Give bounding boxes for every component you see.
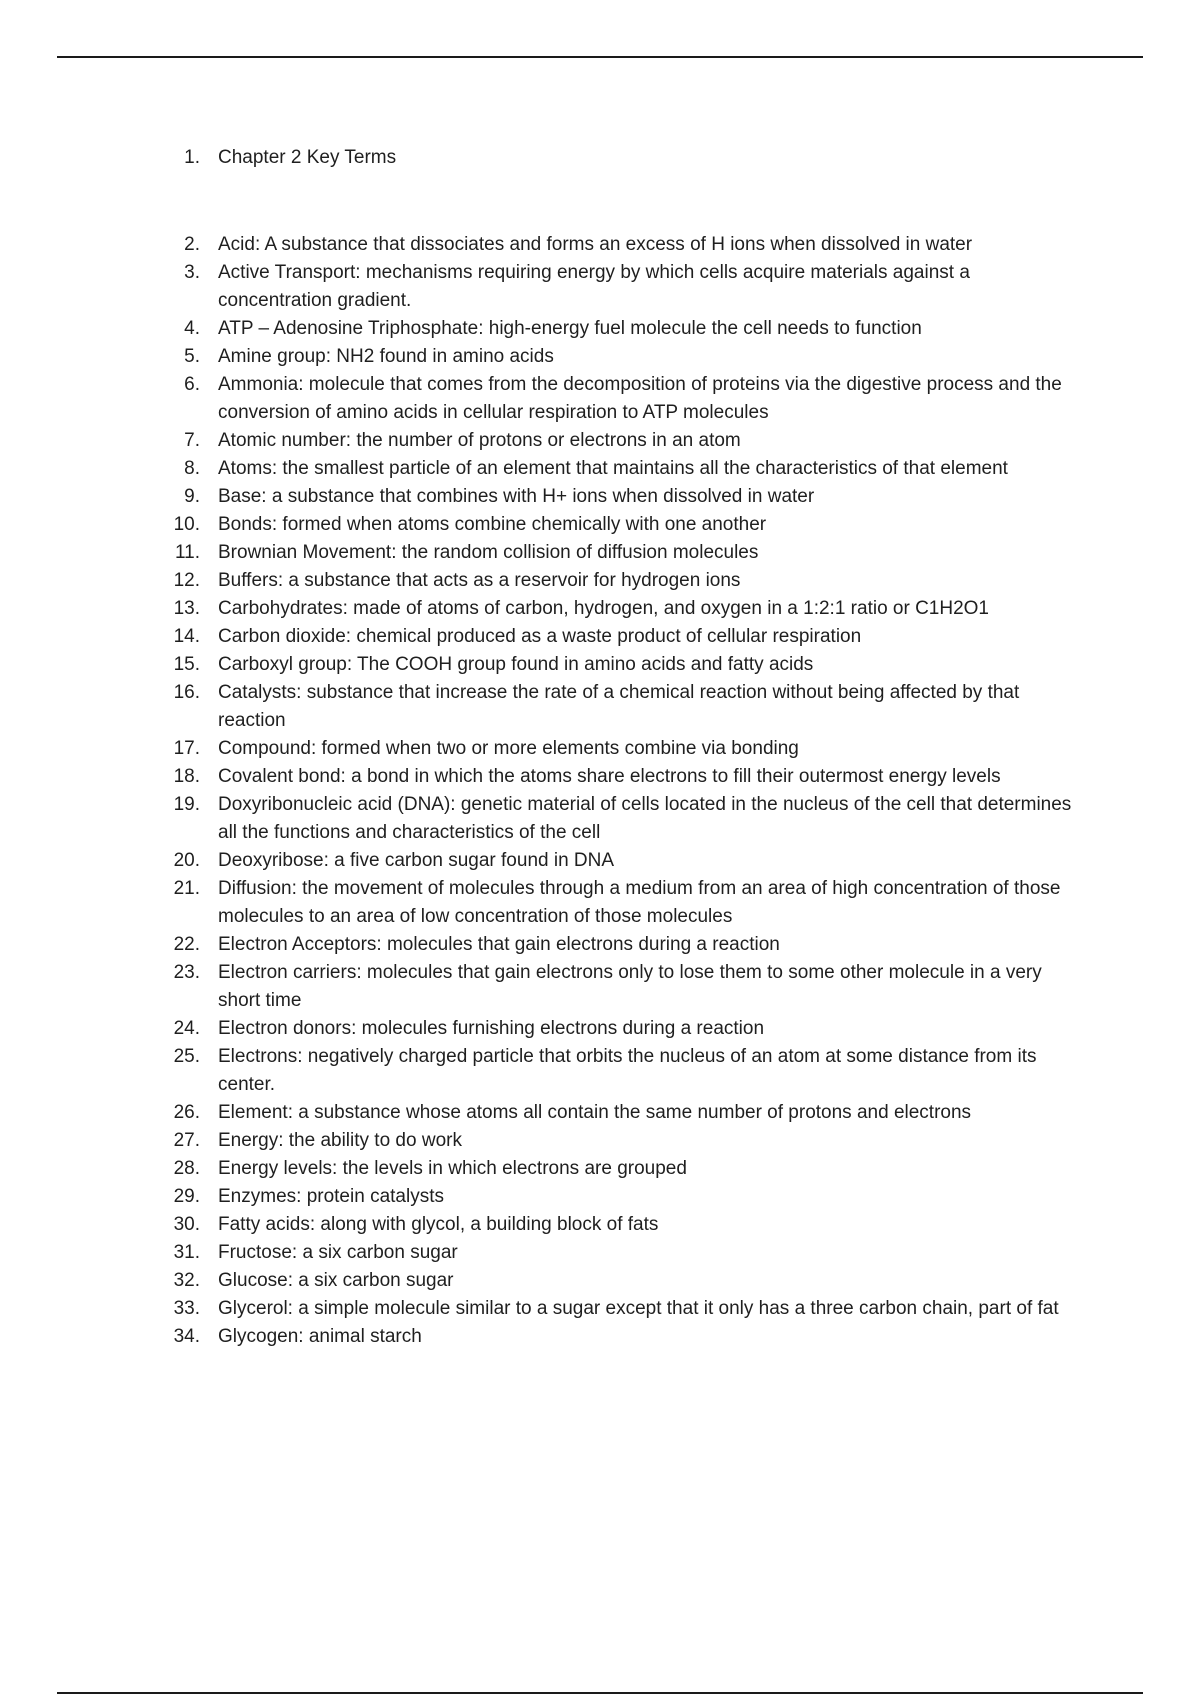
list-number: 10. xyxy=(173,514,200,535)
term-definition: Energy: the ability to do work xyxy=(218,1130,462,1151)
list-item xyxy=(0,567,1088,595)
list-number: 24. xyxy=(173,1018,200,1039)
list-number: 3. xyxy=(184,262,200,283)
term-definition: Ammonia: molecule that comes from the decomposition of proteins via the digestive process and the conversion of amino acids in cellular respiration to ATP molecules xyxy=(218,374,1062,423)
list-item xyxy=(0,315,1088,343)
list-number: 28. xyxy=(173,1158,200,1179)
term-definition: Enzymes: protein catalysts xyxy=(218,1186,444,1207)
list-number: 5. xyxy=(184,346,200,367)
list-number: 13. xyxy=(173,598,200,619)
list-item xyxy=(0,371,1088,427)
term-definition: Carboxyl group: The COOH group found in amino acids and fatty acids xyxy=(218,654,814,675)
term-definition: Glycerol: a simple molecule similar to a sugar except that it only has a three carbon chain, part of fat xyxy=(218,1298,1059,1319)
list-item xyxy=(0,343,1088,371)
term-definition: Active Transport: mechanisms requiring energy by which cells acquire materials against a concentration gradient. xyxy=(218,262,970,311)
list-item xyxy=(0,1183,1088,1211)
term-definition: Amine group: NH2 found in amino acids xyxy=(218,346,554,367)
list-item xyxy=(0,1099,1088,1127)
chapter-title: Chapter 2 Key Terms xyxy=(218,147,397,168)
list-number: 16. xyxy=(173,682,200,703)
list-number: 31. xyxy=(173,1242,200,1263)
term-definition: Fatty acids: along with glycol, a building block of fats xyxy=(218,1214,659,1235)
term-definition: Electron Acceptors: molecules that gain electrons during a reaction xyxy=(218,934,780,955)
term-definition: Doxyribonucleic acid (DNA): genetic material of cells located in the nucleus of the cell that determines all the functions and characteristics of the cell xyxy=(218,794,1072,843)
term-definition: Brownian Movement: the random collision of diffusion molecules xyxy=(218,542,759,563)
list-number: 32. xyxy=(173,1270,200,1291)
list-item xyxy=(0,231,1088,259)
list-item xyxy=(0,791,1088,847)
list-number: 19. xyxy=(173,794,200,815)
term-definition: Base: a substance that combines with H+ ions when dissolved in water xyxy=(218,486,815,507)
list-number: 26. xyxy=(173,1102,200,1123)
term-definition: Glycogen: animal starch xyxy=(218,1326,422,1347)
term-definition: Acid: A substance that dissociates and forms an excess of H ions when dissolved in water xyxy=(218,234,973,255)
list-number: 21. xyxy=(173,878,200,899)
list-item xyxy=(0,623,1088,651)
list-number: 7. xyxy=(184,430,200,451)
list-item xyxy=(0,1127,1088,1155)
list-number: 18. xyxy=(173,766,200,787)
list-item xyxy=(0,1155,1088,1183)
list-number: 33. xyxy=(173,1298,200,1319)
term-definition: Energy levels: the levels in which electrons are grouped xyxy=(218,1158,687,1179)
list-heading xyxy=(0,144,1088,172)
list-item xyxy=(0,455,1088,483)
list-number: 6. xyxy=(184,374,200,395)
list-number: 15. xyxy=(173,654,200,675)
list-item xyxy=(0,1239,1088,1267)
term-definition: Electron carriers: molecules that gain electrons only to lose them to some other molecule in a very short time xyxy=(218,962,1042,1011)
footer-rule xyxy=(57,1692,1143,1694)
term-definition: Glucose: a six carbon sugar xyxy=(218,1270,454,1291)
list-item xyxy=(0,735,1088,763)
list-item xyxy=(0,427,1088,455)
list-number: 12. xyxy=(173,570,200,591)
list-number: 1. xyxy=(184,147,200,168)
list-number: 27. xyxy=(173,1130,200,1151)
list-number: 25. xyxy=(173,1046,200,1067)
list-item xyxy=(0,959,1088,1015)
list-number: 23. xyxy=(173,962,200,983)
list-number: 29. xyxy=(173,1186,200,1207)
list-number: 8. xyxy=(184,458,200,479)
list-item xyxy=(0,847,1088,875)
list-item xyxy=(0,763,1088,791)
list-item xyxy=(0,1267,1088,1295)
list-number: 2. xyxy=(184,234,200,255)
list-item xyxy=(0,595,1088,623)
list-item xyxy=(0,651,1088,679)
list-item xyxy=(0,875,1088,931)
header-rule xyxy=(57,56,1143,58)
list-number: 17. xyxy=(173,738,200,759)
term-definition: Deoxyribose: a five carbon sugar found in DNA xyxy=(218,850,615,871)
list-item xyxy=(0,1323,1088,1351)
list-item xyxy=(0,1295,1088,1323)
term-definition: Carbohydrates: made of atoms of carbon, hydrogen, and oxygen in a 1:2:1 ratio or C1H2O1 xyxy=(218,598,990,619)
list-item xyxy=(0,483,1088,511)
list-number: 14. xyxy=(173,626,200,647)
term-definition: Atomic number: the number of protons or electrons in an atom xyxy=(218,430,741,451)
term-definition: Carbon dioxide: chemical produced as a waste product of cellular respiration xyxy=(218,626,862,647)
term-definition: Element: a substance whose atoms all contain the same number of protons and electrons xyxy=(218,1102,972,1123)
list-item xyxy=(0,679,1088,735)
term-definition: ATP – Adenosine Triphosphate: high-energy fuel molecule the cell needs to function xyxy=(218,318,922,339)
list-item xyxy=(0,259,1088,315)
term-definition: Diffusion: the movement of molecules through a medium from an area of high concentration of those molecules to an area of low concentration of those molecules xyxy=(218,878,1061,927)
list-number: 34. xyxy=(173,1326,200,1347)
list-item xyxy=(0,1015,1088,1043)
term-definition: Fructose: a six carbon sugar xyxy=(218,1242,458,1263)
term-definition: Covalent bond: a bond in which the atoms share electrons to fill their outermost energy levels xyxy=(218,766,1001,787)
key-terms-list xyxy=(0,144,1200,1351)
term-definition: Atoms: the smallest particle of an element that maintains all the characteristics of that element xyxy=(218,458,1008,479)
list-item xyxy=(0,1043,1088,1099)
list-item xyxy=(0,511,1088,539)
list-item xyxy=(0,539,1088,567)
list-number: 11. xyxy=(174,542,200,563)
list-item xyxy=(0,931,1088,959)
list-number: 20. xyxy=(173,850,200,871)
term-definition: Catalysts: substance that increase the rate of a chemical reaction without being affected by that reaction xyxy=(218,682,1020,731)
term-definition: Compound: formed when two or more elements combine via bonding xyxy=(218,738,799,759)
list-number: 22. xyxy=(173,934,200,955)
term-definition: Electrons: negatively charged particle that orbits the nucleus of an atom at some distance from its center. xyxy=(218,1046,1037,1095)
list-number: 4. xyxy=(184,318,200,339)
term-definition: Buffers: a substance that acts as a reservoir for hydrogen ions xyxy=(218,570,741,591)
list-number: 9. xyxy=(184,486,200,507)
term-definition: Electron donors: molecules furnishing electrons during a reaction xyxy=(218,1018,765,1039)
list-number: 30. xyxy=(173,1214,200,1235)
list-item xyxy=(0,1211,1088,1239)
term-definition: Bonds: formed when atoms combine chemically with one another xyxy=(218,514,767,535)
